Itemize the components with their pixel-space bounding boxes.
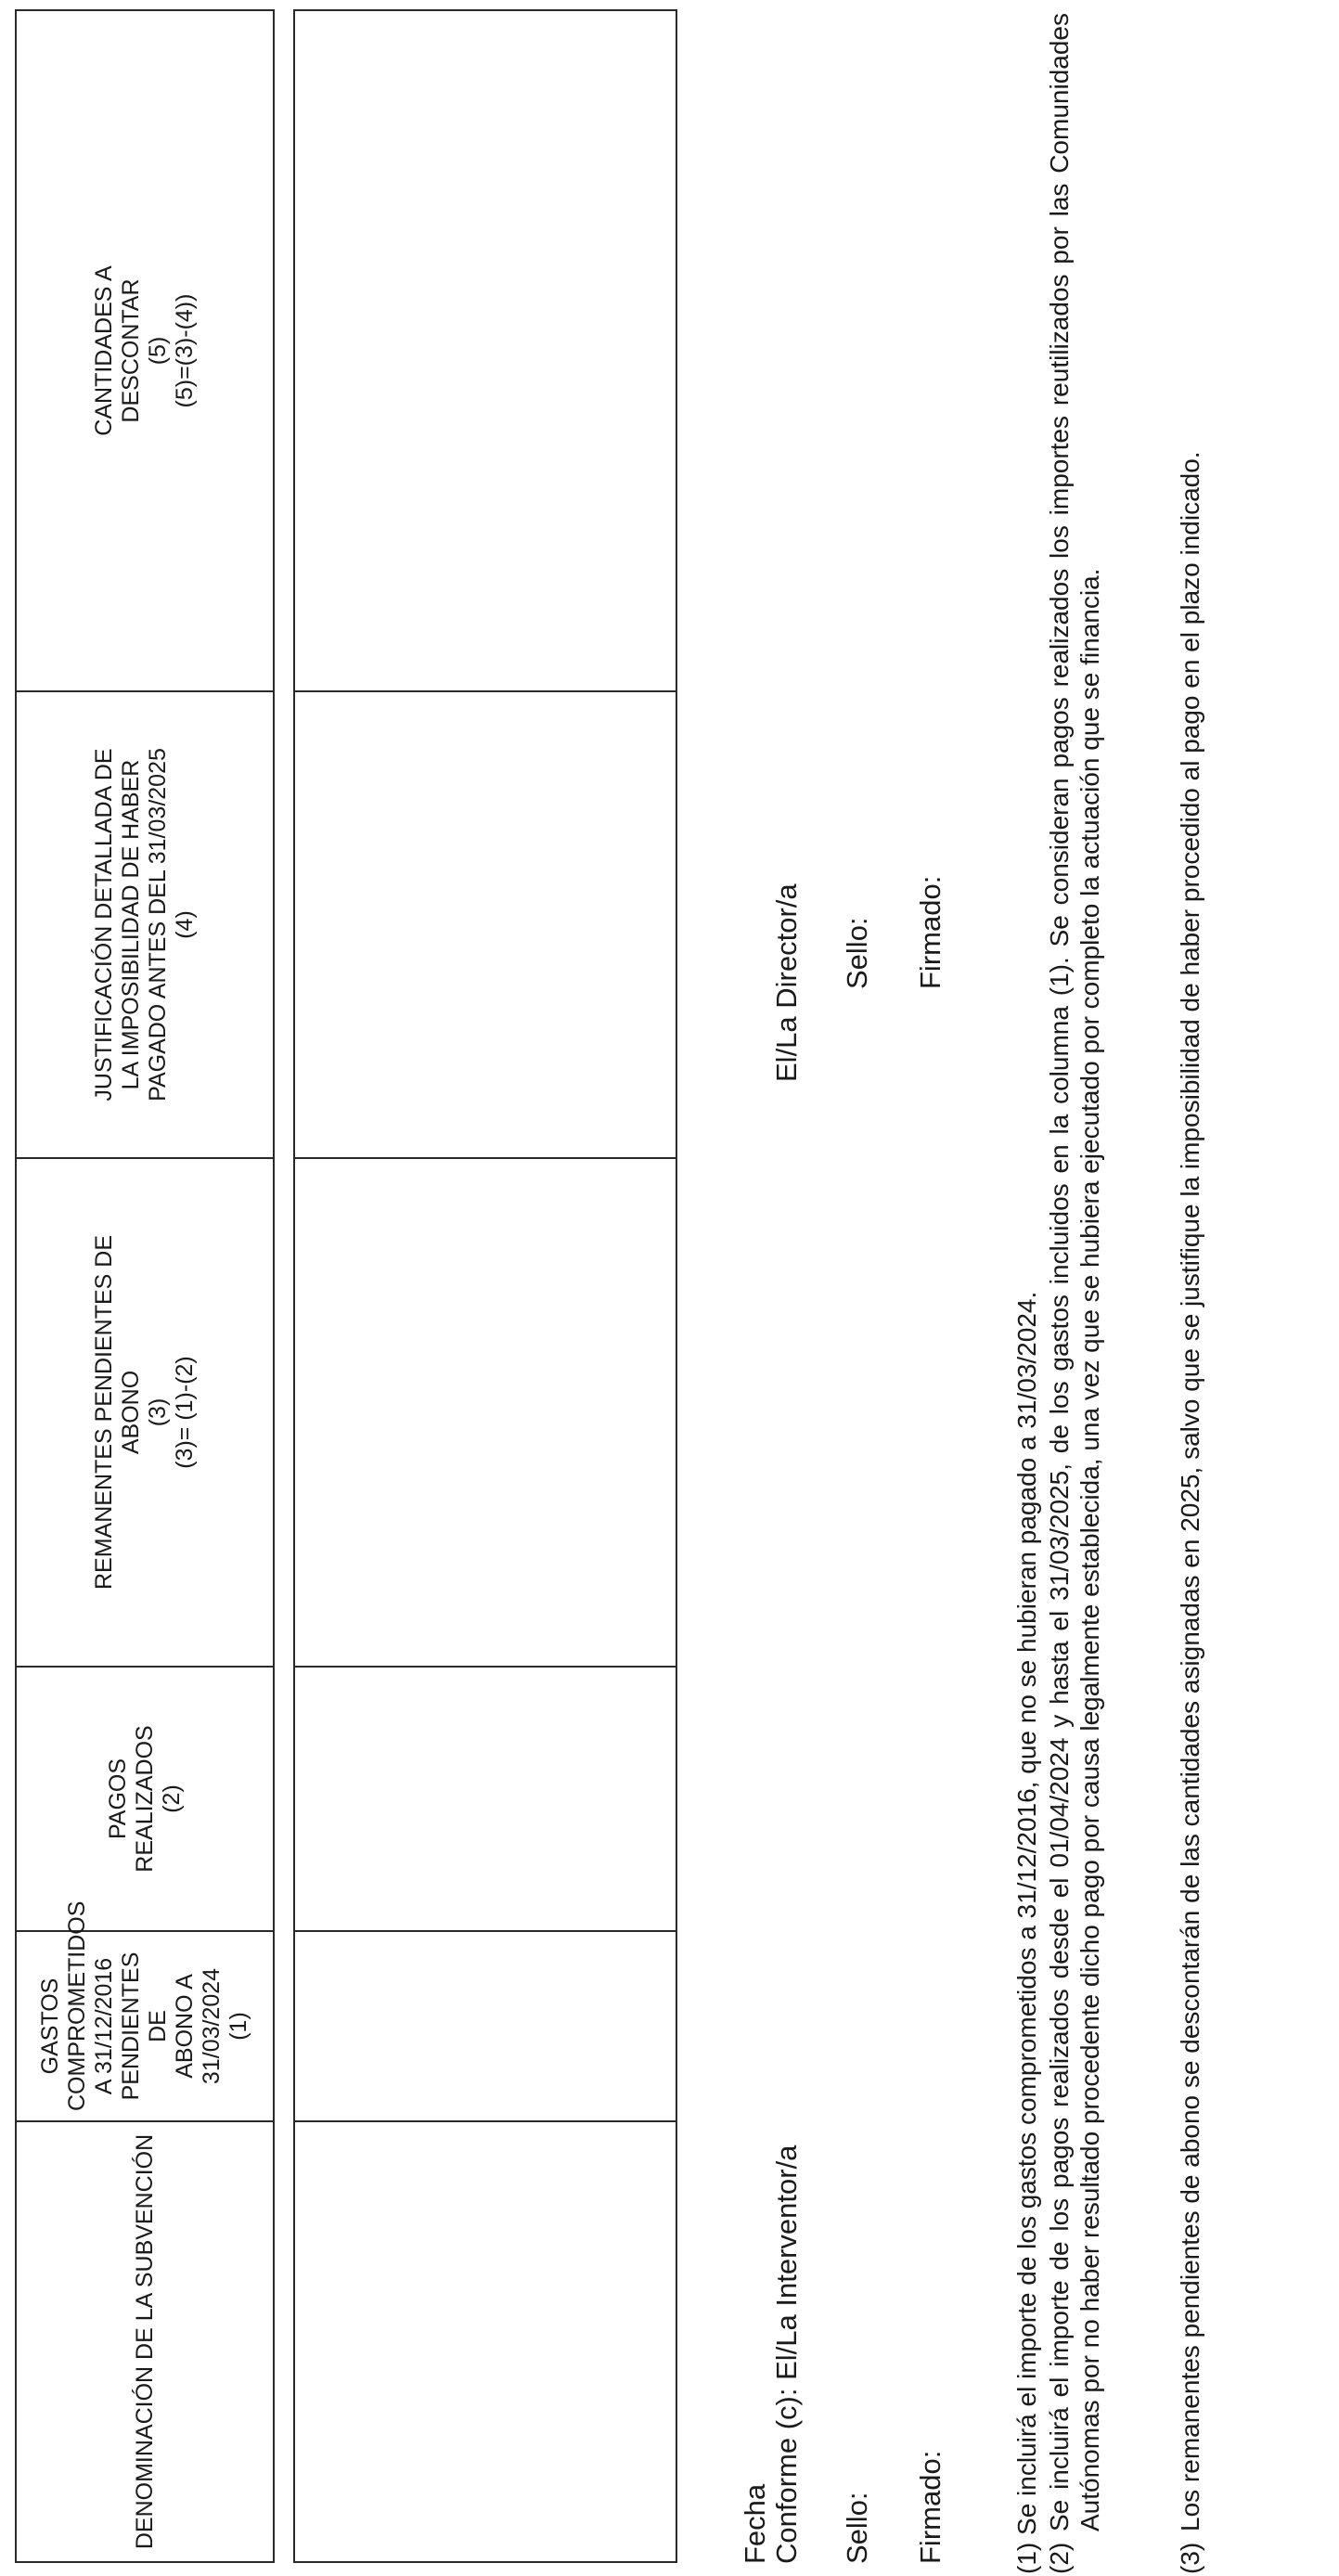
column-header-gastos-comprometidos: GASTOS COMPROMETIDOS A 31/12/2016 PENDIENTES DE ABONO A 31/03/2024 (1) <box>16 1931 274 2121</box>
table-row <box>294 10 676 2562</box>
table-body <box>293 9 677 2563</box>
director-label: El/La Director/a <box>770 883 803 1082</box>
footnote-1 <box>1011 13 1042 2574</box>
column-header-pagos-realizados: PAGOS REALIZADOS (2) <box>16 1667 274 1931</box>
table-header-row <box>16 10 274 2562</box>
firmado-right-label: Firmado: <box>914 875 946 989</box>
sello-right-label: Sello: <box>841 917 873 989</box>
footnote-text: Los remanentes pendientes de abono se descontarán de las cantidades asignadas en 2025, salvo que se justifique la imposibilidad de haber procedido al pago en el plazo indicado. <box>1176 451 1204 2531</box>
table-cell[interactable] <box>294 691 676 1158</box>
column-header-cantidades-descontar: CANTIDADES A DESCONTAR (5) (5)=(3)-(4)) <box>16 10 274 691</box>
column-header-remanentes: REMANENTES PENDIENTES DE ABONO (3) (3)= (1)-(2) <box>16 1158 274 1667</box>
table-cell[interactable] <box>294 1931 676 2121</box>
table-cell[interactable] <box>294 1158 676 1667</box>
fecha-label: Fecha <box>739 2483 771 2564</box>
table-cell[interactable] <box>294 1667 676 1931</box>
conforme-interventor-label: Conforme (c): El/La Interventor/a <box>770 2145 803 2564</box>
footnote-marker: (2) <box>1045 2542 1074 2574</box>
table-cell[interactable] <box>294 10 676 691</box>
footnote-3 <box>1175 13 1205 2574</box>
footnote-text: Se incluirá el importe de los pagos realizados desde el 01/04/2024 y hasta el 31/03/2025, de los gastos incluidos en la columna (1). Se consideran pagos realizados los importes reutilizados por las Comunidades Autónomas por no haber resultado procedente dicho pago por causa legalmente establecida, una vez que se hubiera ejecutado por completo la actuación que se financia. <box>1045 13 1104 2531</box>
column-header-justificacion: JUSTIFICACIÓN DETALLADA DE LA IMPOSIBILIDAD DE HABER PAGADO ANTES DEL 31/03/2025 (4) <box>16 691 274 1158</box>
footnote-text: Se incluirá el importe de los gastos comprometidos a 31/12/2016, que no se hubieran pagado a 31/03/2024. <box>1012 1291 1041 2535</box>
footnote-marker: (3) <box>1176 2542 1204 2574</box>
table-header <box>15 9 275 2563</box>
sello-left-label: Sello: <box>841 2492 873 2564</box>
footnote-2 <box>1044 13 1105 2574</box>
table-cell[interactable] <box>294 2121 676 2562</box>
footnote-marker: (1) <box>1012 2542 1041 2574</box>
firmado-left-label: Firmado: <box>914 2450 946 2564</box>
column-header-denominacion: DENOMINACIÓN DE LA SUBVENCIÓN <box>16 2121 274 2562</box>
